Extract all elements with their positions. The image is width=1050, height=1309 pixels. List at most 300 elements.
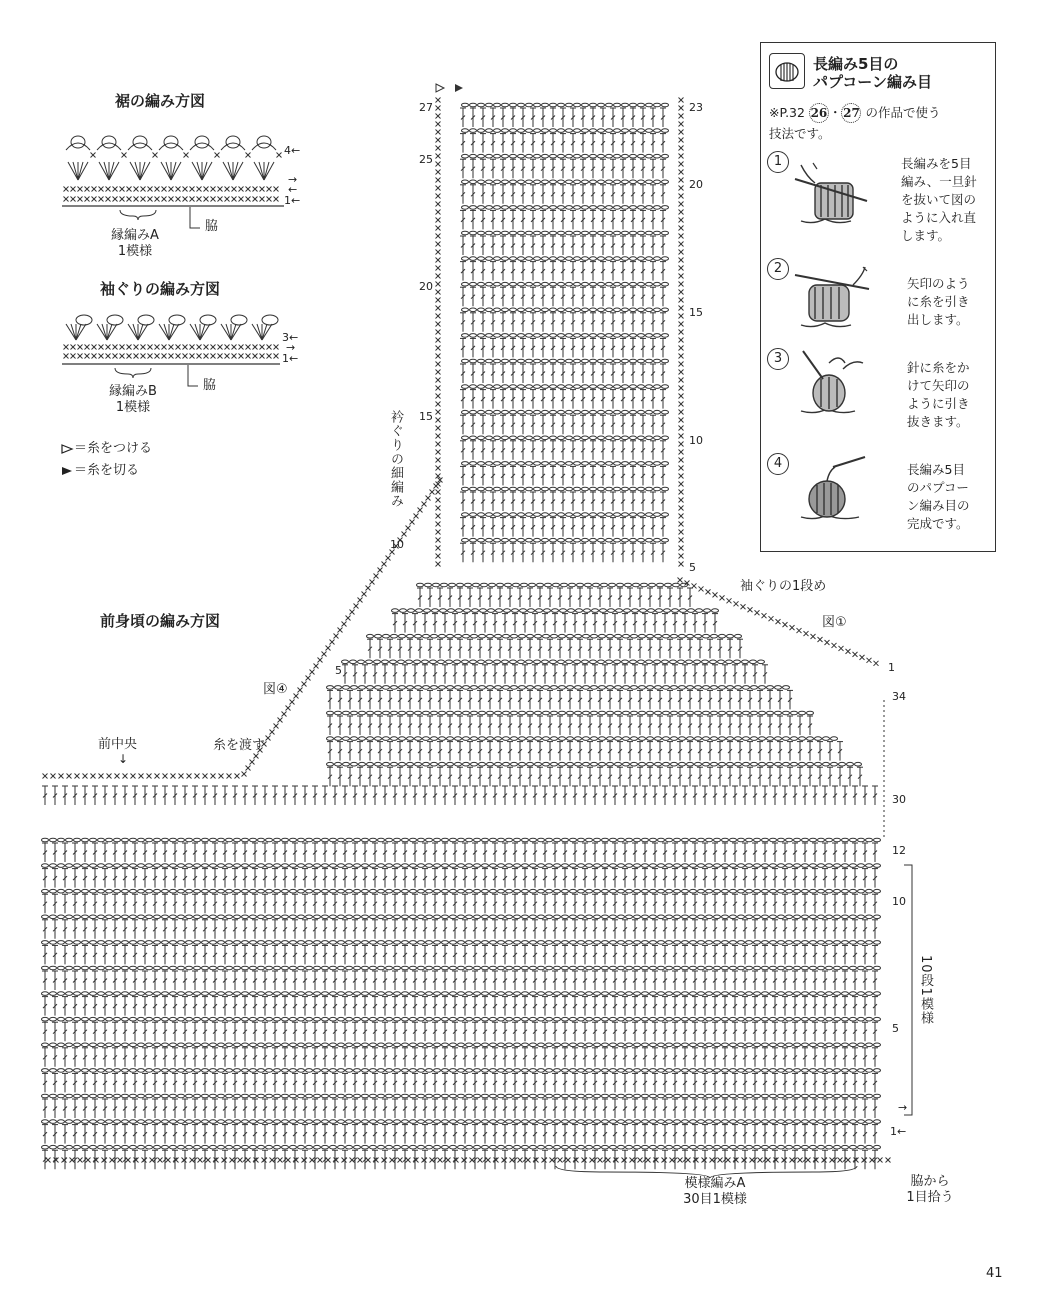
chain-symbol [462,206,469,210]
chain-symbol [506,1017,513,1021]
chain-symbol [282,941,289,945]
chain-symbol [594,915,601,919]
chain-symbol [624,609,631,613]
sc-symbol [734,601,739,606]
dc-symbol [162,997,168,1016]
sc-symbol [436,402,441,407]
chain-symbol [386,1043,393,1047]
dc-symbol [520,364,526,383]
chain-symbol [122,889,129,893]
dc-symbol [392,1022,398,1041]
chain-symbol [440,609,447,613]
dc-symbol [312,1099,318,1118]
dc-symbol [382,997,388,1016]
chain-symbol [346,1043,353,1047]
chain-symbol [679,686,686,690]
dc-symbol [402,971,408,990]
dc-symbol [837,742,843,761]
dc-symbol [472,1022,478,1041]
dc-symbol [292,843,298,862]
dc-symbol [472,843,478,862]
dc-symbol [590,159,596,178]
chain-symbol [818,966,825,970]
dc-symbol [532,786,538,805]
chain-symbol [314,966,321,970]
chain-symbol [146,992,153,996]
chain-symbol [590,257,597,261]
chain-symbol [494,180,501,184]
chain-symbol [746,1017,753,1021]
chain-symbol [722,915,729,919]
chain-symbol [466,1120,473,1124]
chain-symbol [706,864,713,868]
chain-symbol [391,634,398,638]
chain-symbol [462,359,469,363]
dc-symbol [392,1048,398,1067]
dc-symbol [852,1125,858,1144]
chain-symbol [690,1120,697,1124]
dc-symbol [542,614,548,633]
chain-symbol [639,711,646,715]
dc-symbol [632,786,638,805]
dc-symbol [732,1048,738,1067]
sc-symbol [436,514,441,519]
chain-symbol [570,1094,577,1098]
dc-symbol [52,1099,58,1118]
sc-symbol [314,664,319,669]
chain-symbol [466,915,473,919]
chain-symbol [338,966,345,970]
chain-symbol [738,1145,745,1149]
chain-symbol [638,154,645,158]
chain-symbol [582,231,589,235]
chain-symbol [746,992,753,996]
chain-symbol [762,889,769,893]
chain-symbol [562,915,569,919]
dc-symbol [672,614,678,633]
dc-symbol [577,767,583,786]
chain-symbol [242,966,249,970]
dc-symbol [122,894,128,913]
dc-symbol [617,716,623,735]
chain-symbol [391,762,398,766]
chain-symbol [682,1094,689,1098]
dc-symbol [547,690,553,709]
chain-symbol [314,1043,321,1047]
sc-symbol [518,1158,523,1163]
sc-symbol [253,354,258,359]
chain-symbol [450,1069,457,1073]
dc-symbol [332,894,338,913]
step-2-number: 2 [767,258,789,280]
chain-symbol [754,838,761,842]
sc-symbol [679,322,684,327]
left-row-15: 15 [419,410,433,423]
dc-symbol [577,639,583,658]
pattern-name: 模様編みA [684,1176,746,1191]
chain-symbol [590,513,597,517]
dc-symbol [272,1125,278,1144]
dc-symbol [657,767,663,786]
dc-symbol [530,210,536,229]
dc-symbol [672,1099,678,1118]
sc-symbol [860,655,865,660]
dc-symbol [452,1048,458,1067]
chain-symbol [658,941,665,945]
dc-symbol [792,971,798,990]
chain-symbol [687,762,694,766]
chain-symbol [178,966,185,970]
dc-symbol [637,767,643,786]
dc-symbol [487,767,493,786]
chain-symbol [570,1120,577,1124]
dc-symbol [537,588,543,607]
chain-symbol [426,1145,433,1149]
dc-symbol [842,920,848,939]
dc-symbol [762,1125,768,1144]
chain-symbol [818,915,825,919]
chain-symbol [266,966,273,970]
chain-symbol [170,1120,177,1124]
dc-symbol [382,894,388,913]
dc-symbol [312,1048,318,1067]
dc-symbol [520,415,526,434]
chain-symbol [582,487,589,491]
chain-symbol [770,1043,777,1047]
chain-symbol [498,966,505,970]
dc-symbol [632,1048,638,1067]
dc-symbol [567,639,573,658]
chain-symbol [290,1069,297,1073]
chain-symbol [479,762,486,766]
dc-symbol [707,742,713,761]
chain-symbol [495,686,502,690]
dc-symbol [590,185,596,204]
dc-symbol [762,843,768,862]
dc-symbol [460,338,466,357]
sc-symbol [113,197,118,202]
dc-symbol [802,1099,808,1118]
dc-symbol [312,869,318,888]
dc-symbol [112,945,118,964]
chain-symbol [226,838,233,842]
chain-symbol [306,864,313,868]
chain-symbol [614,410,621,414]
dc-symbol [202,997,208,1016]
chain-symbol [658,1120,665,1124]
sc-symbol [462,1158,467,1163]
dc-symbol [610,134,616,153]
dc-symbol [212,1048,218,1067]
chain-symbol [842,992,849,996]
dc-symbol [502,971,508,990]
sc-symbol [418,508,423,513]
chain-symbol [630,257,637,261]
chain-symbol [850,915,857,919]
chain-symbol [478,103,485,107]
dc-symbol [322,1048,328,1067]
dc-symbol [272,1073,278,1092]
chain-symbol [138,1094,145,1098]
dc-symbol [502,945,508,964]
dc-symbol [630,390,636,409]
dc-symbol [722,843,728,862]
chain-symbol [495,711,502,715]
dc-symbol [470,262,476,281]
chain-symbol [194,864,201,868]
dc-symbol [492,614,498,633]
chain-symbol [234,1094,241,1098]
dc-symbol [442,1073,448,1092]
chain-symbol [458,1145,465,1149]
sc-symbol [239,187,244,192]
chain-symbol [558,103,565,107]
chain-symbol [590,462,597,466]
chain-symbol [602,889,609,893]
dc-symbol [460,441,466,460]
chain-symbol [426,1094,433,1098]
dc-symbol [592,997,598,1016]
dc-symbol [242,894,248,913]
chain-symbol [194,838,201,842]
dc-symbol [577,588,583,607]
dc-symbol [587,639,593,658]
sc-symbol [436,250,441,255]
dc-symbol [862,869,868,888]
dc-symbol [737,639,743,658]
dc-symbol [172,1073,178,1092]
chain-symbol [610,1120,617,1124]
dc-symbol [387,742,393,761]
chain-symbol [674,941,681,945]
chain-symbol [474,992,481,996]
dc-symbol [462,665,468,684]
chain-symbol [370,1120,377,1124]
dc-symbol [272,997,278,1016]
chain-symbol [646,154,653,158]
chain-symbol [407,711,414,715]
sc-symbol [260,345,265,350]
chain-symbol [570,1145,577,1149]
chain-symbol [138,864,145,868]
sc-symbol [410,520,415,525]
dc-symbol [212,1125,218,1144]
chain-symbol [178,838,185,842]
chain-symbol [834,992,841,996]
chain-symbol [622,660,629,664]
chain-symbol [471,762,478,766]
chain-symbol [282,1145,289,1149]
chain-symbol [590,129,597,133]
dc-symbol [392,665,398,684]
chain-symbol [558,462,565,466]
chain-symbol [138,1120,145,1124]
dc-symbol [707,690,713,709]
chain-symbol [642,992,649,996]
chain-symbol [602,1017,609,1021]
dc-symbol [272,920,278,939]
dc-symbol [490,287,496,306]
dc-symbol [362,945,368,964]
chain-symbol [730,915,737,919]
dc-symbol [62,843,68,862]
dc-symbol [540,415,546,434]
sc-symbol [92,187,97,192]
chain-symbol [542,334,549,338]
dc-symbol [510,236,516,255]
chain-symbol [378,992,385,996]
dc-symbol [787,742,793,761]
dc-symbol [452,786,458,805]
dc-symbol [532,971,538,990]
chain-symbol [58,992,65,996]
sc-symbol [679,274,684,279]
chain-symbol [634,838,641,842]
chain-symbol [495,737,502,741]
chain-symbol [615,686,622,690]
dc-symbol [532,1022,538,1041]
chain-symbol [218,1120,225,1124]
dc-symbol [122,1125,128,1144]
chain-symbol [622,206,629,210]
dc-symbol [707,716,713,735]
chain-symbol [478,282,485,286]
chain-symbol [703,762,710,766]
dc-symbol [577,690,583,709]
dc-symbol [427,767,433,786]
dc-symbol [442,920,448,939]
chain-symbol [690,1069,697,1073]
chain-symbol [470,154,477,158]
dc-symbol [342,945,348,964]
armhole-fan-symbol [221,315,247,340]
dc-symbol [712,665,718,684]
chain-symbol [510,308,517,312]
chain-symbol [470,308,477,312]
sc-symbol [374,574,379,579]
sc-symbol [183,354,188,359]
dc-symbol [252,945,258,964]
chain-symbol [535,686,542,690]
chain-symbol [537,583,544,587]
dc-symbol [527,767,533,786]
dc-symbol [560,518,566,537]
dc-symbol [480,338,486,357]
step-3-text: 針に糸をか けて矢印の ように引き 抜きます。 [907,360,970,429]
dc-symbol [722,869,728,888]
dc-symbol [112,920,118,939]
dc-symbol [822,894,828,913]
dc-symbol [872,920,878,939]
dc-symbol [402,1125,408,1144]
sc-symbol [436,194,441,199]
dc-symbol [862,1125,868,1144]
chain-symbol [722,992,729,996]
chain-symbol [370,992,377,996]
dc-symbol [322,1125,328,1144]
sc-symbol [679,114,684,119]
dc-symbol [132,971,138,990]
chain-symbol [874,1145,881,1149]
fig4-label: 図④ [263,682,288,697]
chain-symbol [478,334,485,338]
dc-symbol [487,639,493,658]
chain-symbol [354,838,361,842]
chain-symbol [335,737,342,741]
chain-symbol [558,660,565,664]
dc-symbol [517,742,523,761]
dc-symbol [752,1073,758,1092]
chain-symbol [554,941,561,945]
chain-symbol [346,1120,353,1124]
chain-symbol [526,231,533,235]
dc-symbol [460,262,466,281]
chain-symbol [362,1017,369,1021]
chain-symbol [554,1069,561,1073]
dc-symbol [842,1048,848,1067]
chain-symbol [282,1043,289,1047]
chain-symbol [582,308,589,312]
chain-symbol [502,462,509,466]
chain-symbol [298,992,305,996]
chain-symbol [346,941,353,945]
chain-symbol [470,103,477,107]
chain-symbol [130,1145,137,1149]
chain-symbol [130,838,137,842]
chain-symbol [855,762,862,766]
chain-symbol [638,129,645,133]
sc-symbol [436,330,441,335]
chain-symbol [450,1043,457,1047]
dc-symbol [630,287,636,306]
dc-symbol [480,415,486,434]
chain-symbol [432,609,439,613]
chain-symbol [494,538,501,542]
dc-symbol [472,1073,478,1092]
chain-symbol [618,1120,625,1124]
dc-symbol [392,614,398,633]
dc-symbol [302,945,308,964]
dc-symbol [682,1125,688,1144]
chain-symbol [407,634,414,638]
chain-symbol [654,154,661,158]
dc-symbol [862,1022,868,1041]
chain-symbol [590,206,597,210]
dc-symbol [777,767,783,786]
dc-symbol [457,716,463,735]
chain-symbol [646,180,653,184]
dc-symbol [662,997,668,1016]
chain-symbol [58,941,65,945]
dc-symbol [512,1073,518,1092]
chain-symbol [362,1094,369,1098]
dc-symbol [490,236,496,255]
chain-symbol [802,1069,809,1073]
chain-symbol [574,359,581,363]
chain-symbol [466,1069,473,1073]
chain-symbol [654,385,661,389]
sc-symbol [713,592,718,597]
dc-symbol [540,466,546,485]
chain-symbol [462,231,469,235]
dc-symbol [212,997,218,1016]
dc-symbol [480,134,486,153]
chain-symbol [610,1145,617,1149]
dc-symbol [722,1022,728,1041]
sc-symbol [502,1158,507,1163]
dc-symbol [352,843,358,862]
chain-symbol [682,864,689,868]
